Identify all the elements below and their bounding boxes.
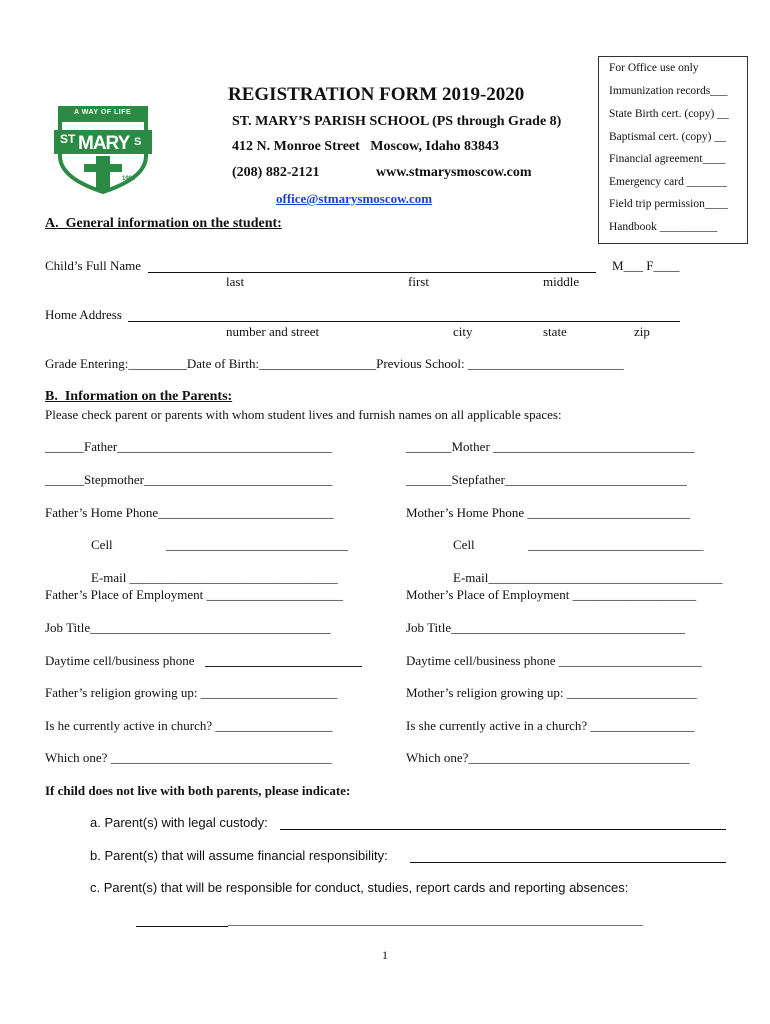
address-part-city: city [453,324,473,339]
office-item-handbook: Handbook __________ [609,221,718,233]
stepfather-field[interactable]: _______Stepfather____________________________ [406,472,687,487]
school-address: 412 N. Monroe Street Moscow, Idaho 83843 [232,139,500,154]
gender-field[interactable]: M___ F____ [612,258,680,273]
custody-heading: If child does not live with both parents, please indicate: [45,783,351,798]
section-b-heading: B. Information on the Parents: [45,389,233,404]
mother-home-phone-field[interactable]: Mother’s Home Phone _________________________ [406,505,690,520]
grade-dob-school-line[interactable]: Grade Entering:_________Date of Birth:__________________Previous School: ________________________ [45,356,624,371]
legal-custody-field[interactable] [280,829,726,830]
office-item-baptismal: Baptismal cert. (copy) __ [609,131,726,143]
mother-cell-field[interactable]: ___________________________ [528,537,704,552]
mother-job-title-field[interactable]: Job Title____________________________________ [406,620,686,635]
school-phone: (208) 882-2121 [232,165,320,180]
father-job-title-field[interactable]: Job Title_____________________________________ [45,620,331,635]
section-a-heading: A. General information on the student: [45,216,282,231]
logo-marys-text: MARY [78,133,130,154]
financial-responsibility-label: b. Parent(s) that will assume financial responsibility: [90,848,388,863]
conduct-responsibility-field-start[interactable] [136,926,228,927]
logo-st-text: ST [60,132,76,146]
father-religion-field[interactable]: Father’s religion growing up: _____________________ [45,685,338,700]
logo-year-text: 1900 [122,176,136,182]
mother-employment-field[interactable]: Mother’s Place of Employment ___________________ [406,587,697,602]
mother-email-field[interactable]: E-mail____________________________________ [453,570,723,585]
name-part-first: first [408,274,429,289]
father-email-field[interactable]: E-mail ________________________________ [91,570,338,585]
mother-field[interactable]: _______Mother _______________________________ [406,439,695,454]
father-employment-field[interactable]: Father’s Place of Employment _____________________ [45,587,344,602]
office-item-financial: Financial agreement____ [609,153,726,165]
father-home-phone-field[interactable]: Father’s Home Phone___________________________ [45,505,334,520]
office-item-emergency: Emergency card _______ [609,176,727,188]
name-part-middle: middle [543,274,580,289]
school-website: www.stmarysmoscow.com [376,165,532,180]
address-part-street: number and street [226,324,320,339]
mother-cell-label: Cell [453,537,475,552]
father-cell-label: Cell [91,537,113,552]
page-number: 1 [382,948,388,962]
logo-banner-text: A WAY OF LIFE [74,109,132,116]
home-address-field[interactable] [128,321,680,322]
office-item-immunization: Immunization records___ [609,85,728,97]
address-part-state: state [543,324,567,339]
mother-church-active-field[interactable]: Is she currently active in a church? ________________ [406,718,695,733]
section-b-instructions: Please check parent or parents with whom student lives and furnish names on all applicable spaces: [45,407,562,422]
child-name-label: Child’s Full Name [45,258,142,273]
father-daytime-phone-label: Daytime cell/business phone [45,653,195,668]
logo-s-text: S [134,136,142,148]
conduct-responsibility-field[interactable]: ____________________________________________________________________________ [228,913,643,927]
school-name: ST. MARY’S PARISH SCHOOL (PS through Grade 8) [232,114,562,129]
father-which-church-field[interactable]: Which one? __________________________________ [45,750,332,765]
office-item-field-trip: Field trip permission____ [609,198,728,210]
address-part-zip: zip [634,324,650,339]
mother-daytime-phone-field[interactable]: Daytime cell/business phone ______________________ [406,653,702,668]
form-title: REGISTRATION FORM 2019-2020 [228,84,525,105]
office-title: For Office use only [609,62,699,74]
school-email-link[interactable]: office@stmarysmoscow.com [276,191,433,206]
stepmother-field[interactable]: ______Stepmother_____________________________ [45,472,333,487]
father-cell-field[interactable]: ____________________________ [166,537,348,552]
legal-custody-label: a. Parent(s) with legal custody: [90,815,268,830]
home-address-label: Home Address [45,307,122,322]
father-church-active-field[interactable]: Is he currently active in church? __________________ [45,718,333,733]
name-part-last: last [226,274,245,289]
child-name-field[interactable] [148,272,596,273]
mother-which-church-field[interactable]: Which one?__________________________________ [406,750,690,765]
school-logo [52,104,154,194]
conduct-responsibility-label: c. Parent(s) that will be responsible for conduct, studies, report cards and reporting absences: [90,880,629,895]
office-use-box [598,56,748,244]
office-item-birth-cert: State Birth cert. (copy) __ [609,108,729,120]
mother-religion-field[interactable]: Mother’s religion growing up: ____________________ [406,685,697,700]
father-field[interactable]: ______Father_________________________________ [45,439,332,454]
financial-responsibility-field[interactable] [410,862,726,863]
father-daytime-phone-field[interactable] [205,666,362,667]
